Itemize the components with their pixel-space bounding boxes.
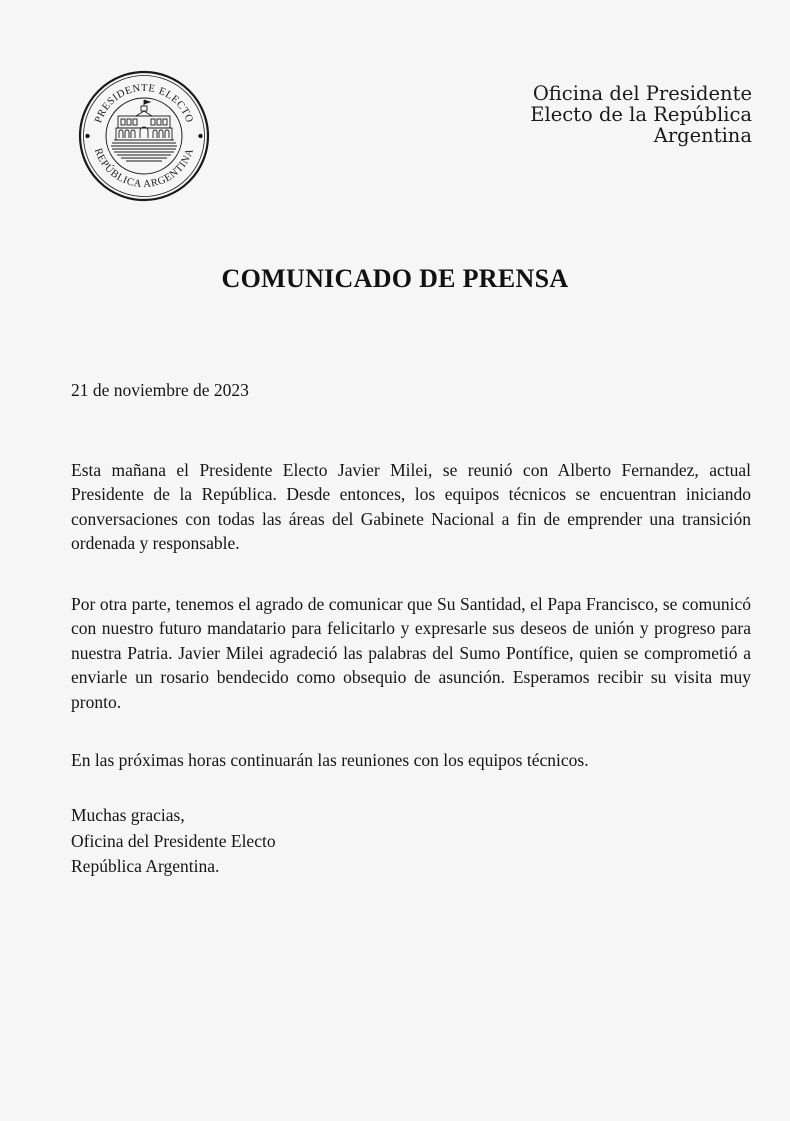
closing-line-1: Muchas gracias, bbox=[71, 805, 185, 825]
presidential-seal bbox=[78, 70, 210, 202]
closing-signature bbox=[71, 803, 276, 880]
office-line-2: Electo de la República bbox=[530, 103, 752, 126]
office-line-3: Argentina bbox=[653, 124, 752, 147]
paragraph-3: En las próximas horas continuarán las reuniones con los equipos técnicos. bbox=[71, 750, 589, 770]
office-line-1: Oficina del Presidente bbox=[532, 82, 752, 105]
paragraph-1: Esta mañana el Presidente Electo Javier Milei, se reunió con Alberto Fernandez, actual Presidente de la República. Desde entonces, los equipos técnicos se encuentran iniciando conversaciones con todas las áreas del Gabinete Nacional a fin de emprender una transición ordenada y responsable. bbox=[71, 460, 751, 554]
seal-top-text: PRESIDENTE ELECTO bbox=[93, 82, 195, 125]
document-date: 21 de noviembre de 2023 bbox=[71, 380, 249, 400]
seal-bottom-text: REPÚBLICA ARGENTINA bbox=[91, 146, 197, 191]
casa-rosada-building-icon bbox=[111, 100, 177, 161]
paragraph-2: Por otra parte, tenemos el agrado de comunicar que Su Santidad, el Papa Francisco, se comunicó con nuestro futuro mandatario para felicitarlo y expresarle sus deseos de unión y progreso para nuestra Patria. Javier Milei agradeció las palabras del Sumo Pontífice, quien se comprometió a enviarle un rosario bendecido como obsequio de asunción. Esperamos recibir su visita muy pronto. bbox=[71, 594, 751, 712]
closing-line-2: Oficina del Presidente Electo bbox=[71, 830, 276, 851]
closing-line-3: República Argentina. bbox=[71, 856, 220, 876]
document-title: COMUNICADO DE PRENSA bbox=[221, 264, 569, 293]
office-header bbox=[530, 83, 752, 146]
